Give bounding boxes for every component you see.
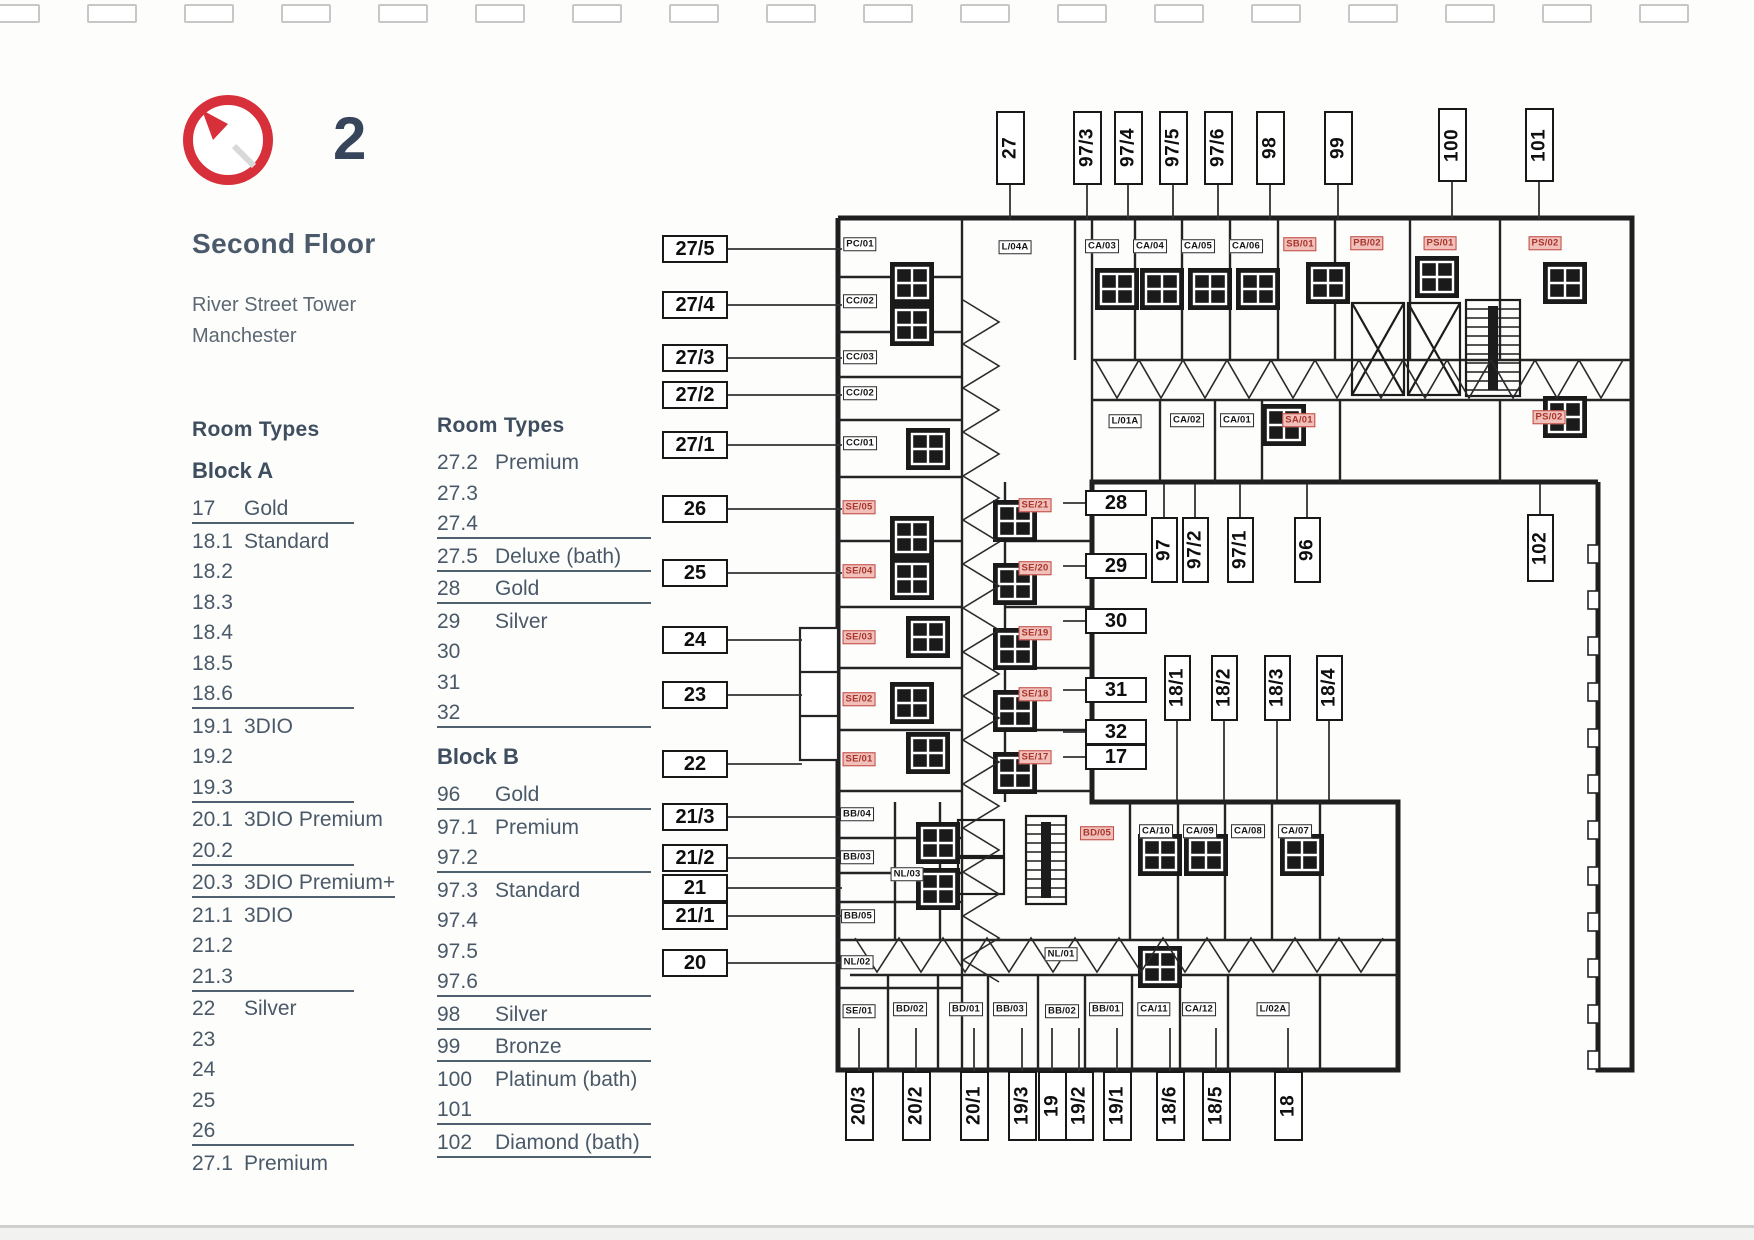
room-number: 102 <box>437 1130 473 1154</box>
plan-callout-18-5: 18/5 <box>1202 1071 1231 1141</box>
room-tag-CA-11: CA/11 <box>1137 1002 1170 1016</box>
room-number: 18.5 <box>192 651 233 675</box>
room-tag-red-SE-02: SE/02 <box>843 692 876 706</box>
room-type: 3DIO Premium <box>244 808 383 831</box>
room-tag-CA-12: CA/12 <box>1182 1002 1216 1016</box>
room-tag-L-01A: L/01A <box>1109 414 1142 428</box>
plan-callout-21-3: 21/3 <box>662 803 728 831</box>
room-tag-CA-06: CA/06 <box>1229 239 1263 253</box>
plan-callout-96: 96 <box>1294 517 1321 583</box>
room-tag-CC-02: CC/02 <box>843 386 877 400</box>
room-type: Standard <box>244 529 330 553</box>
room-type: Diamond (bath) <box>495 1130 640 1154</box>
room-number: 25 <box>192 1088 216 1112</box>
room-number: 26 <box>192 1119 216 1142</box>
legend-b-block-label: Block B <box>437 744 519 769</box>
plan-callout-27-2: 27/2 <box>662 381 728 409</box>
room-number: 18.3 <box>192 590 233 614</box>
room-tag-BB-01: BB/01 <box>1089 1002 1123 1016</box>
room-number: 27.1 <box>192 1151 233 1175</box>
room-number: 97.2 <box>437 846 478 869</box>
room-tag-BB-02: BB/02 <box>1045 1004 1079 1018</box>
plan-callout-27: 27 <box>996 111 1025 185</box>
plan-callout-27-3: 27/3 <box>662 344 728 372</box>
room-tag-CA-10: CA/10 <box>1139 824 1173 838</box>
plan-callout-20: 20 <box>662 949 728 977</box>
page-title: Second Floor <box>192 228 376 259</box>
room-number: 18.1 <box>192 529 233 553</box>
plan-callout-22: 22 <box>662 750 728 778</box>
room-tag-BB-05: BB/05 <box>841 909 875 923</box>
plan-callout-19-1: 19/1 <box>1103 1071 1132 1141</box>
room-tag-red-SE-03: SE/03 <box>843 630 876 644</box>
room-type: Standard <box>495 878 581 902</box>
room-number: 99 <box>437 1035 461 1058</box>
room-tag-red-SE-04: SE/04 <box>843 564 876 578</box>
room-tag-BB-04: BB/04 <box>840 807 874 821</box>
room-number: 27.3 <box>437 481 478 505</box>
room-number: 97.4 <box>437 909 478 932</box>
room-number: 23 <box>192 1027 216 1051</box>
room-tag-red-PS-02: PS/02 <box>1533 410 1566 424</box>
room-number: 27.5 <box>437 544 478 568</box>
room-number: 97.1 <box>437 815 478 839</box>
room-type: Deluxe (bath) <box>495 544 622 568</box>
room-number: 18.6 <box>192 682 233 705</box>
building-name: River Street Tower <box>192 294 357 316</box>
plan-callout-25: 25 <box>662 559 728 587</box>
room-tag-CA-09: CA/09 <box>1183 824 1217 838</box>
plan-callout-28: 28 <box>1085 490 1147 516</box>
legend-a-block-label: Block A <box>192 458 274 483</box>
room-type: 3DIO Premium+ <box>244 871 396 894</box>
plan-callout-97-6: 97/6 <box>1204 111 1233 185</box>
room-number: 19.2 <box>192 745 233 768</box>
room-tag-red-SB-01: SB/01 <box>1283 237 1316 251</box>
room-number: 97.6 <box>437 970 478 993</box>
room-tag-BD-01: BD/01 <box>949 1002 983 1016</box>
room-tag-CC-03: CC/03 <box>843 350 877 364</box>
plan-callout-97-3: 97/3 <box>1073 111 1102 185</box>
plan-callout-102: 102 <box>1527 514 1554 582</box>
plan-callout-99: 99 <box>1324 111 1353 185</box>
room-tag-red-SE-20: SE/20 <box>1019 561 1052 575</box>
room-number: 20.2 <box>192 838 233 862</box>
plan-callout-30: 30 <box>1085 608 1147 634</box>
room-tag-SE-01: SE/01 <box>843 1004 876 1018</box>
room-number: 20.1 <box>192 808 233 831</box>
plan-callout-18: 18 <box>1274 1071 1303 1141</box>
room-tag-red-SE-21: SE/21 <box>1019 498 1052 512</box>
room-number: 98 <box>437 1002 461 1026</box>
plan-callout-21-2: 21/2 <box>662 844 728 872</box>
room-tag-red-SA-01: SA/01 <box>1282 413 1315 427</box>
room-tag-CC-02: CC/02 <box>843 294 877 308</box>
room-number: 20.3 <box>192 871 233 894</box>
room-number: 19.3 <box>192 775 233 799</box>
outer-walls <box>838 218 1632 1070</box>
balconies <box>800 628 838 760</box>
plan-callout-32: 32 <box>1085 719 1147 745</box>
legend-a-title: Room Types <box>192 418 320 441</box>
room-type: 3DIO <box>244 714 294 738</box>
plan-callout-97-5: 97/5 <box>1159 111 1188 185</box>
room-number: 32 <box>437 701 461 724</box>
floor-number: 2 <box>333 105 367 172</box>
room-type: Gold <box>244 497 289 520</box>
room-number: 18.2 <box>192 560 233 583</box>
room-tag-NL-01: NL/01 <box>1045 947 1078 961</box>
plan-callout-20-2: 20/2 <box>902 1071 931 1141</box>
room-tag-red-PB-02: PB/02 <box>1350 236 1383 250</box>
room-number: 21.1 <box>192 903 233 927</box>
room-number: 17 <box>192 497 216 520</box>
room-number: 18.4 <box>192 621 233 644</box>
plan-callout-26: 26 <box>662 495 728 523</box>
room-tag-BB-03: BB/03 <box>840 850 874 864</box>
room-number: 27.2 <box>437 451 478 474</box>
furniture-units <box>890 256 1587 988</box>
room-tag-red-PS-02: PS/02 <box>1529 236 1562 250</box>
room-type: Premium <box>495 451 580 474</box>
room-number: 27.4 <box>437 512 478 535</box>
plan-callout-97: 97 <box>1151 517 1178 583</box>
room-tag-red-SE-19: SE/19 <box>1019 626 1052 640</box>
room-number: 21.3 <box>192 964 233 988</box>
plan-callout-21: 21 <box>662 874 728 902</box>
room-tag-PC-01: PC/01 <box>843 237 876 251</box>
room-tag-red-BD-05: BD/05 <box>1080 826 1114 840</box>
plan-callout-18-1: 18/1 <box>1164 655 1191 721</box>
room-number: 24 <box>192 1058 216 1081</box>
room-tag-L-02A: L/02A <box>1257 1002 1290 1016</box>
room-type: Platinum (bath) <box>495 1067 638 1091</box>
room-type: Gold <box>495 577 540 600</box>
room-tag-NL-03: NL/03 <box>891 867 924 881</box>
room-type: Gold <box>495 783 540 806</box>
plan-callout-19-3: 19/3 <box>1008 1071 1037 1141</box>
room-type: Silver <box>495 1002 548 1026</box>
room-type: Premium <box>244 1151 329 1175</box>
room-tag-CA-05: CA/05 <box>1181 239 1215 253</box>
room-tag-red-SE-05: SE/05 <box>843 500 876 514</box>
room-number: 100 <box>437 1067 473 1091</box>
room-number: 28 <box>437 577 461 600</box>
plan-callout-31: 31 <box>1085 677 1147 703</box>
plan-callout-21-1: 21/1 <box>662 902 728 930</box>
room-tag-BD-02: BD/02 <box>893 1002 927 1016</box>
room-number: 97.5 <box>437 939 478 963</box>
room-tag-red-SE-18: SE/18 <box>1019 687 1052 701</box>
room-tag-L-04A: L/04A <box>999 240 1032 254</box>
plan-callout-27-4: 27/4 <box>662 291 728 319</box>
plan-callout-98: 98 <box>1256 111 1285 185</box>
room-type: 3DIO <box>244 903 294 927</box>
room-tag-CC-01: CC/01 <box>843 436 877 450</box>
room-type: Bronze <box>495 1035 562 1058</box>
plan-callout-100: 100 <box>1438 108 1467 182</box>
plan-callout-101: 101 <box>1525 108 1554 182</box>
room-tag-NL-02: NL/02 <box>841 955 874 969</box>
room-tag-CA-08: CA/08 <box>1231 824 1265 838</box>
room-tag-CA-01: CA/01 <box>1220 413 1254 427</box>
room-tag-BB-03: BB/03 <box>993 1002 1027 1016</box>
room-tag-CA-07: CA/07 <box>1278 824 1312 838</box>
plan-callout-24: 24 <box>662 626 728 654</box>
room-type: Premium <box>495 815 580 839</box>
room-tag-CA-03: CA/03 <box>1085 239 1119 253</box>
room-number: 19.1 <box>192 714 233 738</box>
room-number: 101 <box>437 1098 473 1121</box>
room-type: Silver <box>244 997 297 1020</box>
plan-callout-97-4: 97/4 <box>1114 111 1143 185</box>
room-tag-CA-04: CA/04 <box>1133 239 1167 253</box>
city-name: Manchester <box>192 325 297 347</box>
plan-callout-97-1: 97/1 <box>1227 517 1254 583</box>
room-number: 97.3 <box>437 878 478 902</box>
plan-callout-27-1: 27/1 <box>662 431 728 459</box>
plan-callout-20-3: 20/3 <box>845 1071 874 1141</box>
plan-callout-29: 29 <box>1085 553 1147 579</box>
plan-callout-27-5: 27/5 <box>662 235 728 263</box>
room-tag-red-SE-17: SE/17 <box>1019 750 1052 764</box>
room-tag-red-PS-01: PS/01 <box>1424 236 1457 250</box>
plan-callout-19-2: 19/2 <box>1065 1071 1094 1141</box>
plan-callout-19: 19 <box>1038 1071 1067 1141</box>
legend-b-title: Room Types <box>437 414 565 437</box>
room-number: 96 <box>437 783 461 806</box>
room-type: Silver <box>495 609 548 633</box>
plan-callout-18-6: 18/6 <box>1156 1071 1185 1141</box>
plan-callout-17: 17 <box>1085 744 1147 770</box>
plan-callout-18-2: 18/2 <box>1211 655 1238 721</box>
interior-walls <box>838 218 1632 1070</box>
staircase-lower <box>1026 816 1066 904</box>
plan-callout-97-2: 97/2 <box>1182 517 1209 583</box>
plan-callout-18-3: 18/3 <box>1264 655 1291 721</box>
room-tag-CA-02: CA/02 <box>1170 413 1204 427</box>
plan-callout-23: 23 <box>662 681 728 709</box>
plan-callout-20-1: 20/1 <box>960 1071 989 1141</box>
room-number: 31 <box>437 670 461 694</box>
room-number: 29 <box>437 609 461 633</box>
room-tag-red-SE-01: SE/01 <box>843 752 876 766</box>
room-number: 21.2 <box>192 934 233 957</box>
room-number: 30 <box>437 640 461 663</box>
room-number: 22 <box>192 997 216 1020</box>
plan-callout-18-4: 18/4 <box>1316 655 1343 721</box>
staircase-upper <box>1466 300 1520 396</box>
